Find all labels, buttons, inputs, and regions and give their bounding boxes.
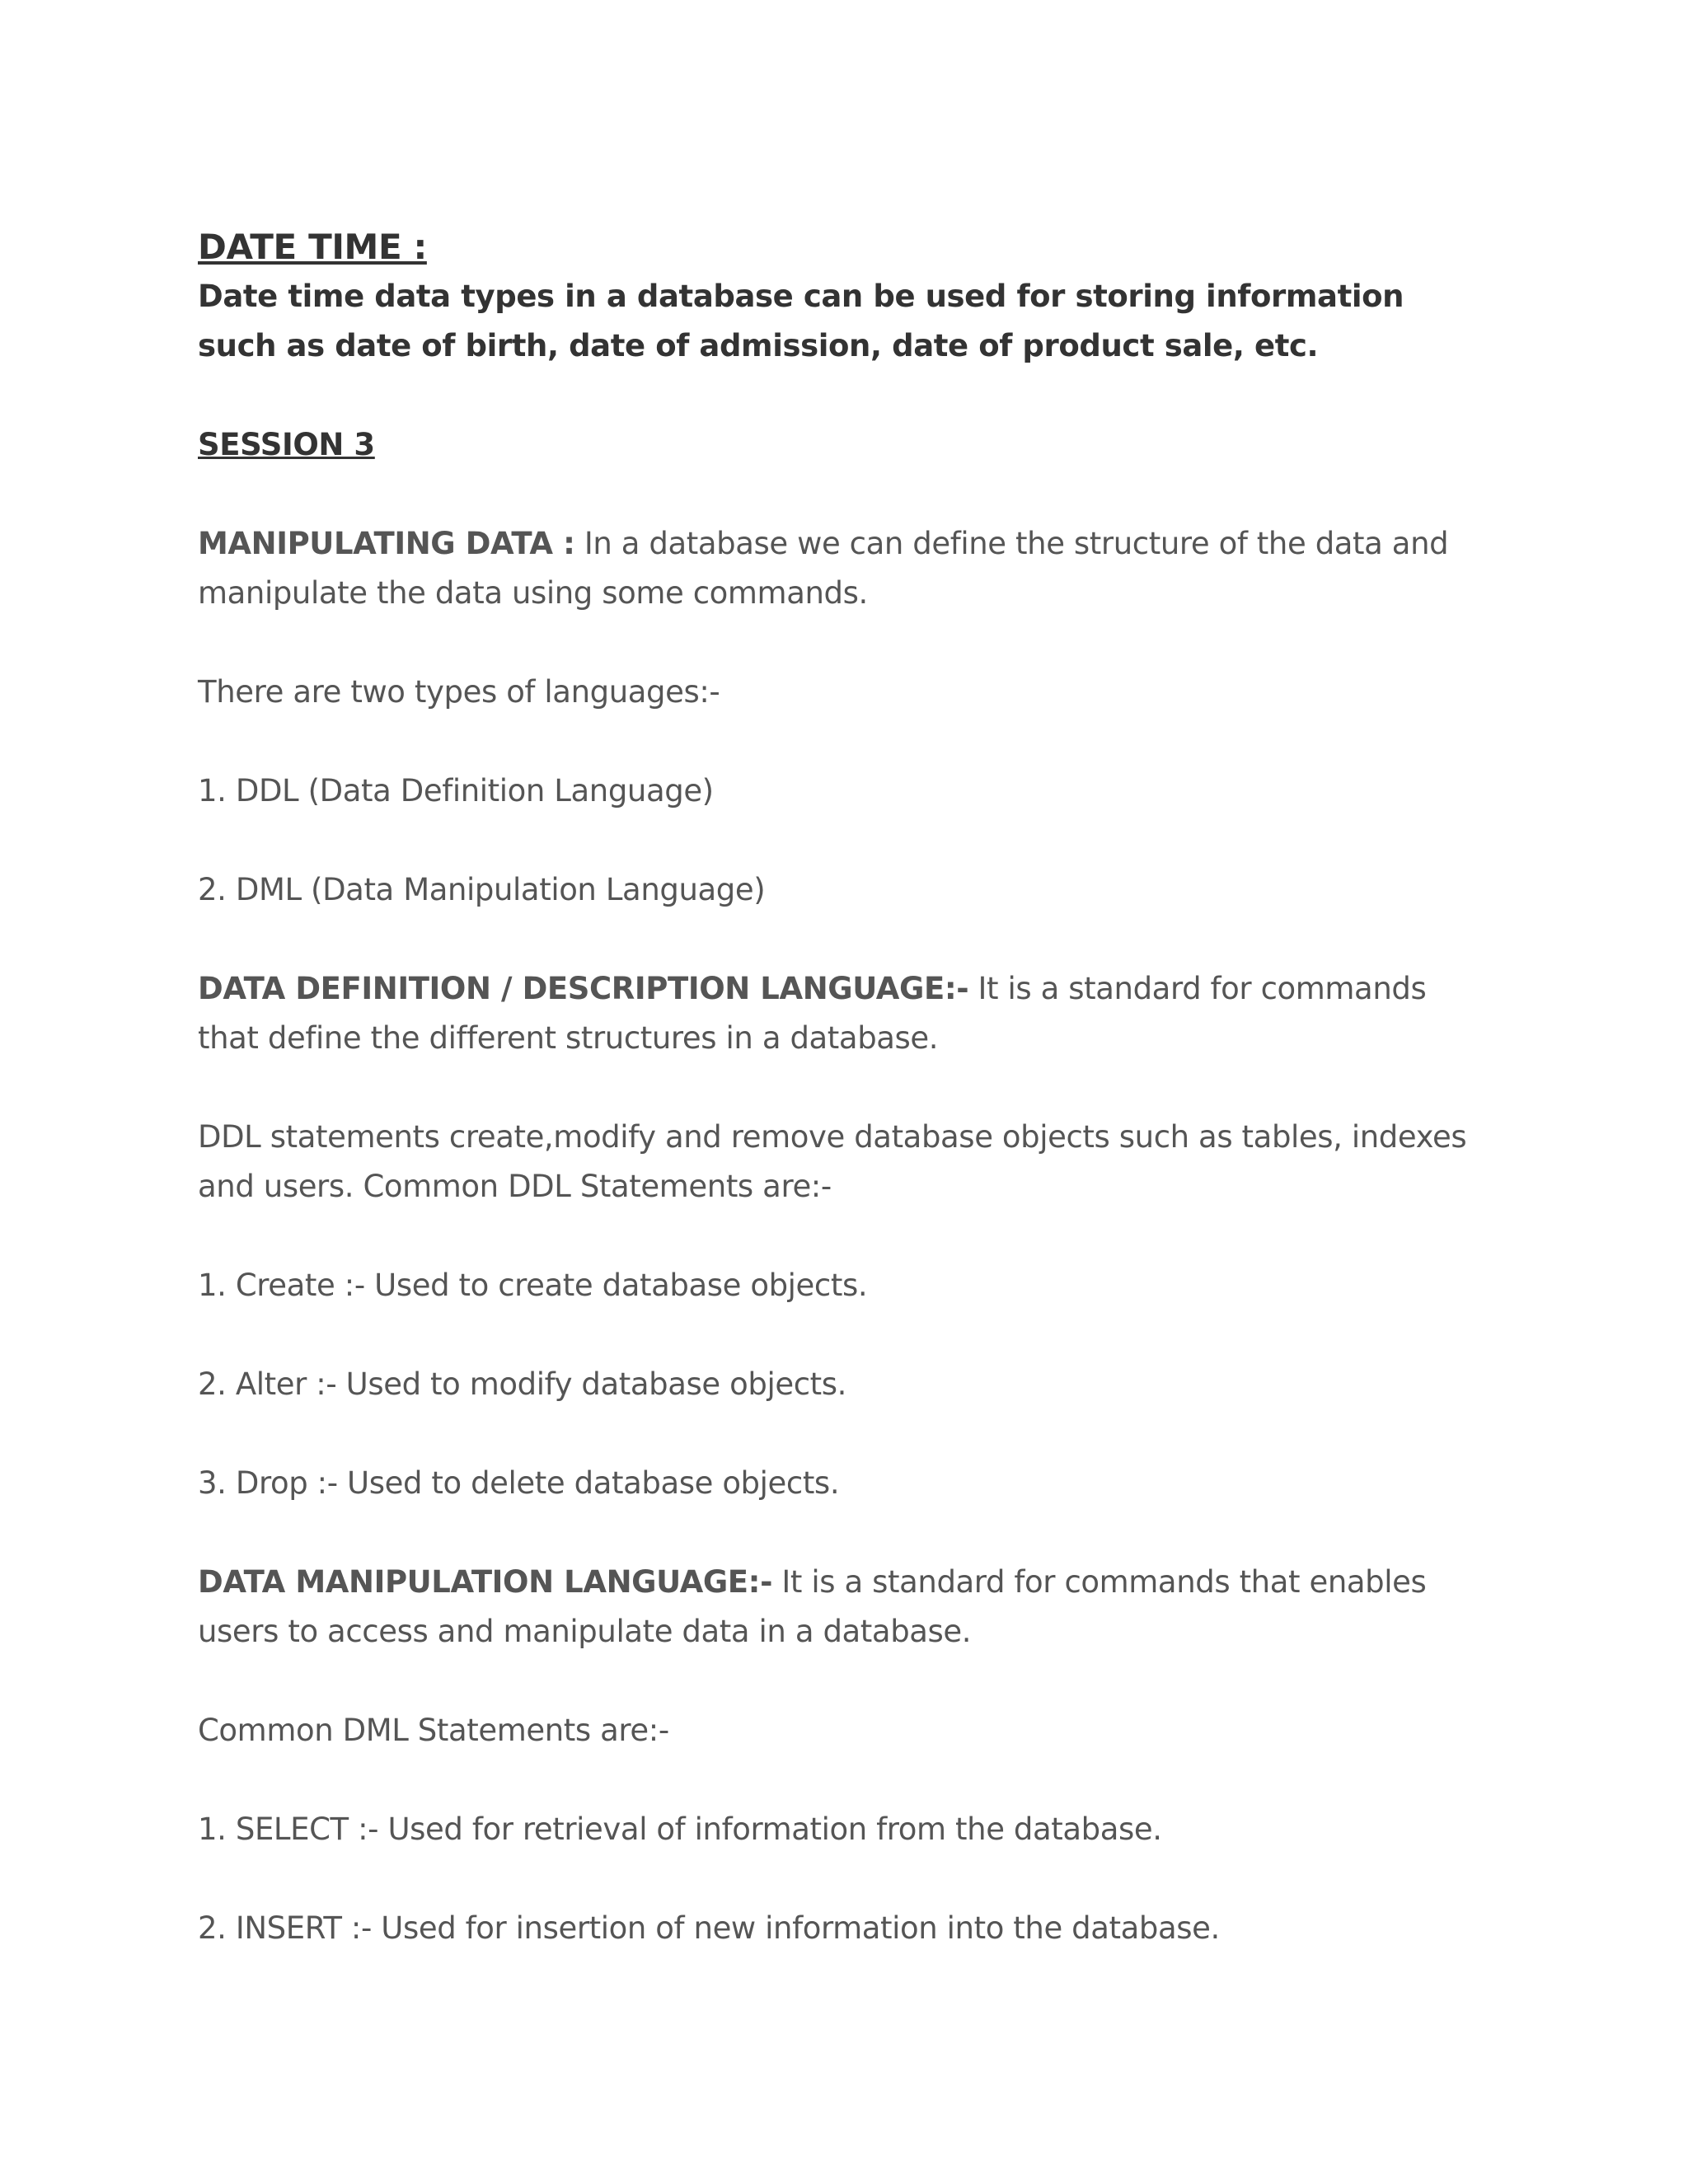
spacer: [198, 1063, 1467, 1113]
spacer: [198, 1310, 1467, 1360]
dml-statements-intro: Common DML Statements are:-: [198, 1713, 669, 1748]
dml-lead: DATA MANIPULATION LANGUAGE:-: [198, 1564, 773, 1600]
language-item-dml: 2. DML (Data Manipulation Language): [198, 872, 766, 907]
spacer: [198, 717, 1467, 766]
date-time-paragraph: Date time data types in a database can be used for storing information such as date of birth, date of admission, date of product sale, etc.: [198, 279, 1404, 363]
spacer: [198, 1854, 1467, 1904]
document-page: [198, 223, 1467, 1953]
spacer: [198, 618, 1467, 668]
dml-item-insert: 2. INSERT :- Used for insertion of new information into the database.: [198, 1910, 1220, 1946]
language-item-ddl: 1. DDL (Data Definition Language): [198, 773, 714, 808]
spacer: [198, 1212, 1467, 1261]
spacer: [198, 1508, 1467, 1558]
manipulating-data-lead: MANIPULATING DATA :: [198, 526, 575, 561]
date-time-heading: DATE TIME :: [198, 227, 427, 267]
ddl-paragraph: [198, 964, 1467, 1063]
ddl-item-drop: 3. Drop :- Used to delete database objects.: [198, 1465, 840, 1501]
ddl-item-alter: 2. Alter :- Used to modify database objects.: [198, 1366, 846, 1402]
session-heading: SESSION 3: [198, 427, 375, 462]
manipulating-data-paragraph: [198, 519, 1467, 618]
manipulating-data-text: In a database we can define the structure of the data and manipulate the data using some commands.: [198, 526, 1449, 611]
dml-text: It is a standard for commands that enables users to access and manipulate data in a database.: [198, 1564, 1427, 1649]
ddl-lead: DATA DEFINITION / DESCRIPTION LANGUAGE:-: [198, 971, 969, 1006]
spacer: [198, 915, 1467, 964]
dml-item-select: 1. SELECT :- Used for retrieval of information from the database.: [198, 1811, 1162, 1847]
ddl-statements-intro: DDL statements create,modify and remove database objects such as tables, indexes and users. Common DDL Statements are:-: [198, 1119, 1467, 1204]
spacer: [198, 371, 1467, 420]
spacer: [198, 816, 1467, 865]
spacer: [198, 1657, 1467, 1706]
ddl-item-create: 1. Create :- Used to create database objects.: [198, 1268, 868, 1303]
dml-paragraph: [198, 1558, 1467, 1657]
spacer: [198, 470, 1467, 519]
spacer: [198, 1409, 1467, 1459]
languages-intro: There are two types of languages:-: [198, 674, 720, 710]
ddl-text: It is a standard for commands that define the different structures in a database.: [198, 971, 1427, 1056]
spacer: [198, 1755, 1467, 1805]
